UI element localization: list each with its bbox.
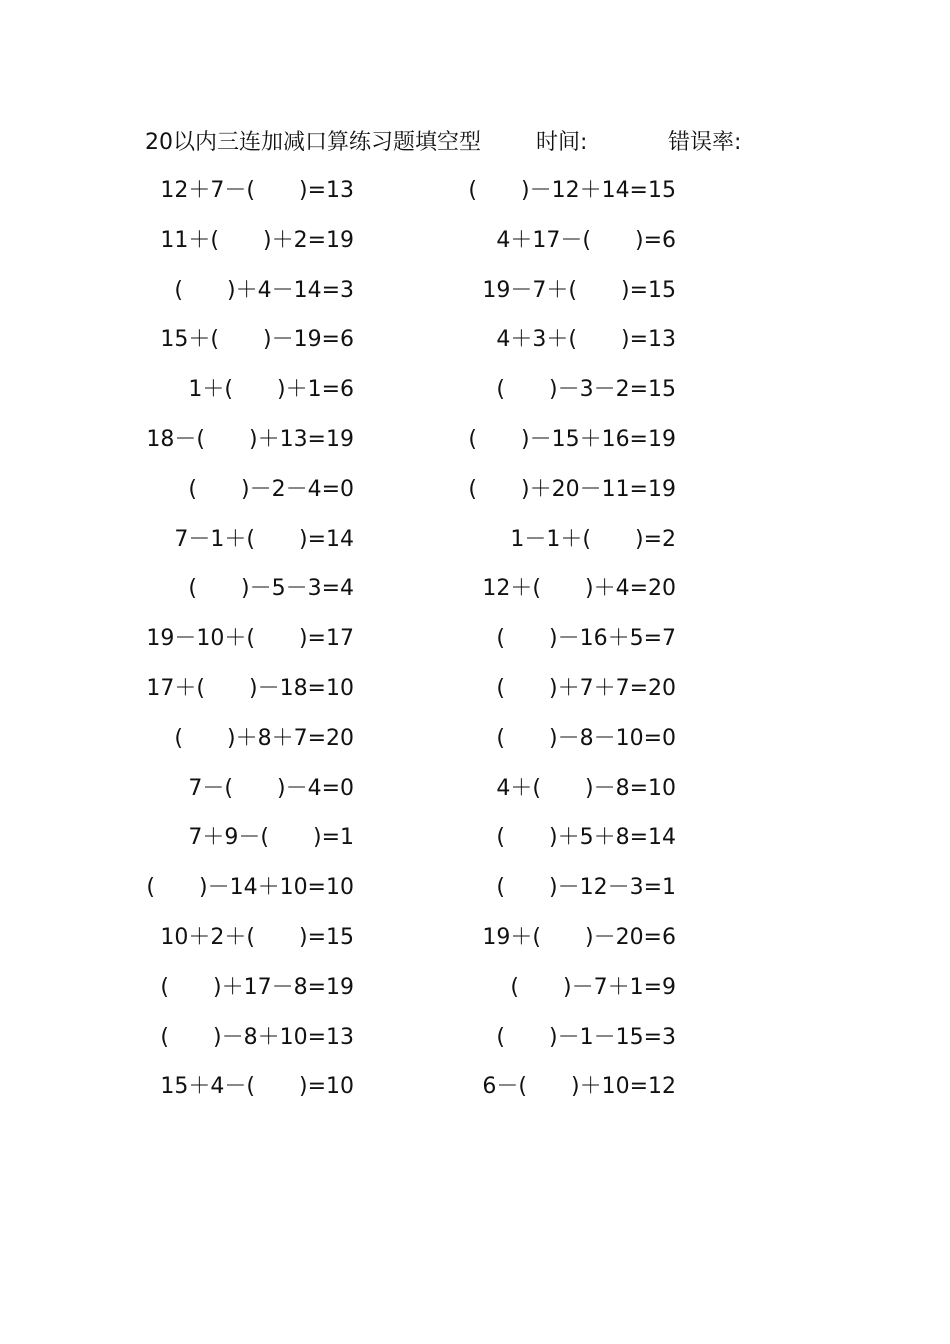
problem-right: ( )＋20－11=19	[468, 476, 676, 502]
problem-left: 10＋2＋( )=15	[160, 924, 354, 950]
problem-row	[0, 274, 950, 324]
problem-right: 4＋( )－8=10	[496, 775, 676, 801]
problem-right: ( )－8－10=0	[496, 725, 676, 751]
problem-right: ( )－12－3=1	[496, 875, 676, 901]
problem-left: 15＋( )－19=6	[160, 327, 354, 353]
problem-row	[0, 722, 950, 772]
problem-right: 19＋( )－20=6	[482, 924, 676, 950]
problem-left: 7＋9－( )=1	[188, 825, 354, 851]
problem-row	[0, 672, 950, 722]
problem-left: 17＋( )－18=10	[146, 675, 354, 701]
problem-left: 7－1＋( )=14	[174, 526, 354, 552]
problem-left: ( )＋8＋7=20	[174, 725, 354, 751]
problem-row	[0, 373, 950, 423]
problem-row	[0, 921, 950, 971]
problem-left: ( )－2－4=0	[188, 476, 354, 502]
error-rate-label: 错误率:	[668, 130, 742, 155]
problem-right: 4＋3＋( )=13	[496, 327, 676, 353]
problem-right: ( )－7＋1=9	[510, 974, 676, 1000]
problem-right: 19－7＋( )=15	[482, 277, 676, 303]
problem-row	[0, 473, 950, 523]
problem-left: 11＋( )＋2=19	[160, 227, 354, 253]
problem-left: ( )－14＋10=10	[146, 875, 354, 901]
problem-row	[0, 772, 950, 822]
problem-right: ( )－16＋5=7	[496, 626, 676, 652]
problem-row	[0, 1021, 950, 1071]
problem-left: ( )＋17－8=19	[160, 974, 354, 1000]
problem-right: ( )－15＋16=19	[468, 426, 676, 452]
problem-row	[0, 622, 950, 672]
problem-grid	[0, 174, 950, 1120]
problem-row	[0, 523, 950, 573]
problem-row	[0, 174, 950, 224]
problem-row	[0, 224, 950, 274]
problem-row	[0, 423, 950, 473]
problem-row	[0, 323, 950, 373]
problem-right: ( )－1－15=3	[496, 1024, 676, 1050]
problem-left: 19－10＋( )=17	[146, 626, 354, 652]
problem-left: ( )＋4－14=3	[174, 277, 354, 303]
problem-left: 12＋7－( )=13	[160, 178, 354, 203]
worksheet-header	[0, 126, 950, 160]
problem-row	[0, 871, 950, 921]
time-label: 时间:	[536, 130, 588, 155]
problem-right: 12＋( )＋4=20	[482, 576, 676, 602]
problem-left: ( )－5－3=4	[188, 576, 354, 602]
problem-left: 15＋4－( )=10	[160, 1074, 354, 1100]
problem-row	[0, 971, 950, 1021]
problem-right: 1－1＋( )=2	[510, 526, 676, 552]
problem-row	[0, 821, 950, 871]
problem-right: 6－( )＋10=12	[482, 1074, 676, 1100]
problem-right: ( )－3－2=15	[496, 377, 676, 403]
problem-right: ( )－12＋14=15	[468, 178, 676, 203]
problem-right: ( )＋7＋7=20	[496, 675, 676, 701]
problem-right: 4＋17－( )=6	[496, 227, 676, 253]
problem-left: 1＋( )＋1=6	[188, 377, 354, 403]
problem-row	[0, 572, 950, 622]
problem-left: 18－( )＋13=19	[146, 426, 354, 452]
problem-row	[0, 1070, 950, 1120]
problem-left: 7－( )－4=0	[188, 775, 354, 801]
worksheet-title: 20以内三连加减口算练习题填空型	[145, 130, 481, 155]
problem-right: ( )＋5＋8=14	[496, 825, 676, 851]
problem-left: ( )－8＋10=13	[160, 1024, 354, 1050]
